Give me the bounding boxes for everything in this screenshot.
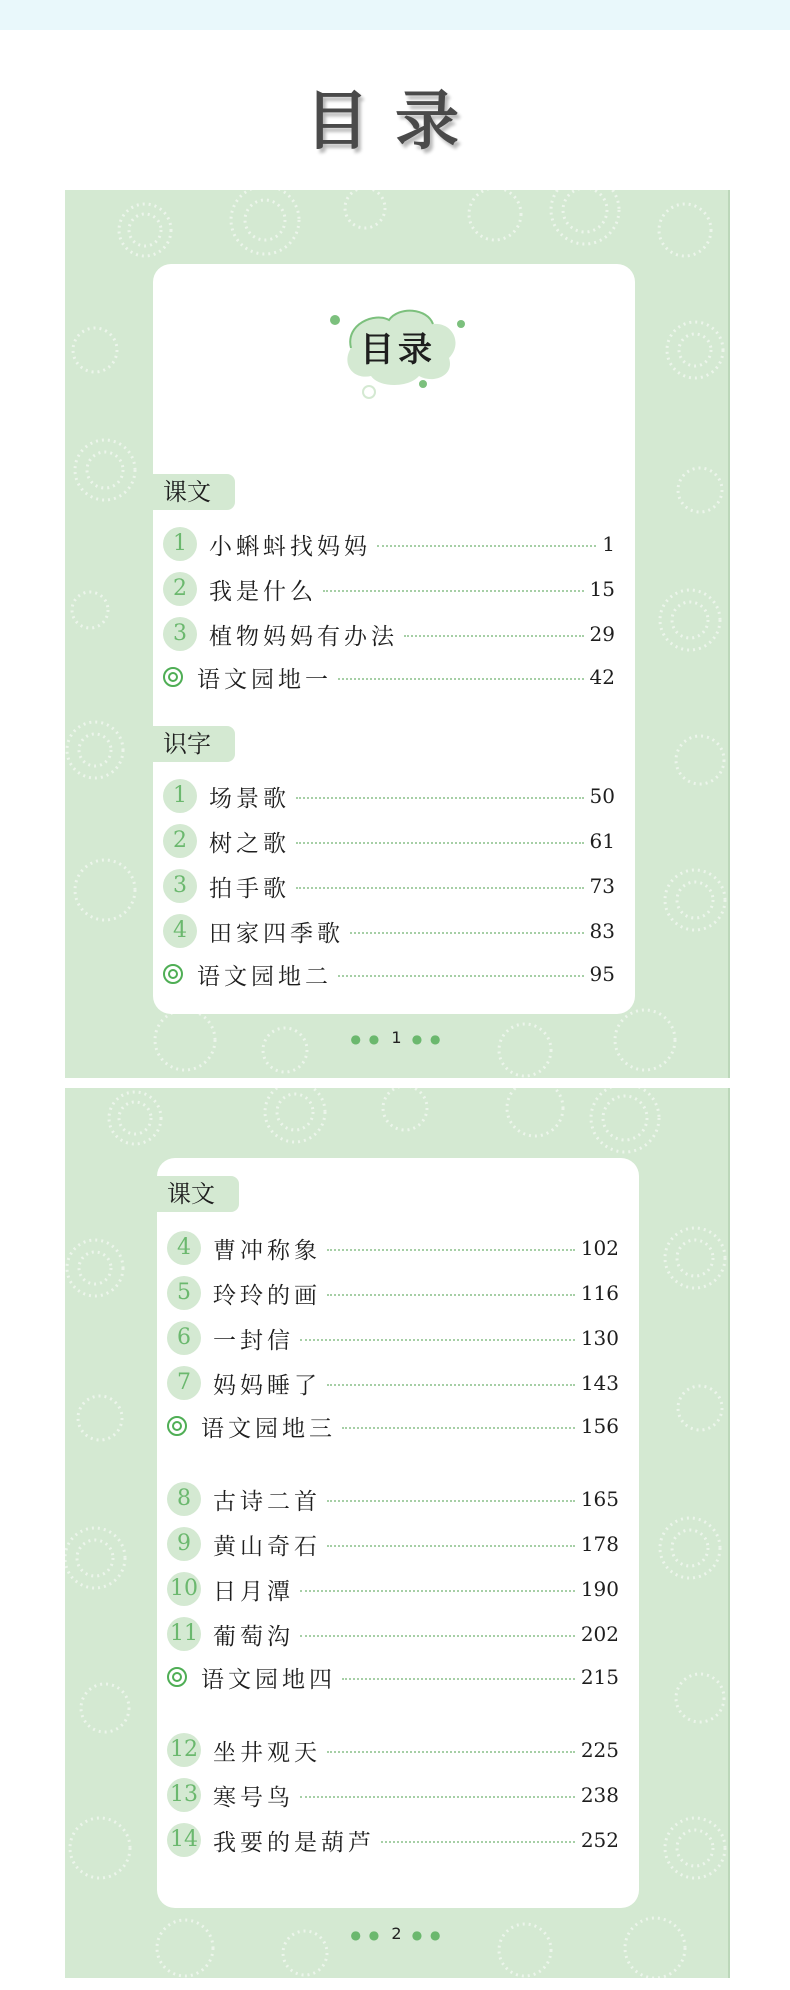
- lesson-title: 语文园地三: [201, 1415, 336, 1442]
- toc-row[interactable]: [167, 1571, 619, 1607]
- section-heading-kewen: 课文: [153, 474, 235, 510]
- dot-leader: [327, 1751, 575, 1753]
- lesson-title: 日月潭: [213, 1578, 294, 1605]
- page-number-footer: [65, 1028, 728, 1047]
- dot-leader: [342, 1678, 575, 1680]
- lesson-title: 古诗二首: [213, 1488, 321, 1515]
- lesson-title: 语文园地二: [197, 963, 332, 990]
- lesson-number: 10: [167, 1572, 201, 1606]
- section-heading-shizi: 识字: [153, 726, 235, 762]
- lesson-number: 14: [167, 1823, 201, 1857]
- lesson-title: 植物妈妈有办法: [209, 623, 398, 650]
- lesson-number: 5: [167, 1276, 201, 1310]
- toc-row-garden[interactable]: [167, 1659, 619, 1695]
- lesson-number: 9: [167, 1527, 201, 1561]
- lesson-title: 妈妈睡了: [213, 1372, 321, 1399]
- lesson-number: 4: [167, 1231, 201, 1265]
- section-heading-kewen: 课文: [157, 1176, 239, 1212]
- page-ref: 225: [580, 1738, 619, 1762]
- toc-page-1: [65, 190, 730, 1078]
- toc-row[interactable]: [163, 868, 615, 904]
- garden-icon: [167, 1667, 187, 1687]
- page-number-footer: [65, 1924, 728, 1943]
- page-ref: 202: [580, 1622, 619, 1646]
- page-ref: 165: [580, 1487, 619, 1511]
- toc-row[interactable]: [163, 526, 615, 562]
- lesson-number: 3: [163, 617, 197, 651]
- dot-leader: [327, 1500, 575, 1502]
- dot-leader: [350, 932, 584, 934]
- left-dots-icon: ● ●: [350, 1032, 382, 1046]
- toc-row-garden[interactable]: [163, 659, 615, 695]
- lesson-title: 我是什么: [209, 578, 317, 605]
- page-ref: 238: [580, 1783, 619, 1807]
- page-ref: 156: [580, 1414, 619, 1438]
- lesson-title: 语文园地四: [201, 1666, 336, 1693]
- dot-leader: [296, 842, 584, 844]
- toc-row[interactable]: [167, 1275, 619, 1311]
- right-dots-icon: ● ●: [411, 1032, 443, 1046]
- page-ref: 116: [580, 1281, 619, 1305]
- dot-leader: [300, 1339, 575, 1341]
- lesson-number: 11: [167, 1617, 201, 1651]
- toc-row[interactable]: [163, 571, 615, 607]
- toc-row[interactable]: [167, 1822, 619, 1858]
- toc-row-garden[interactable]: [163, 956, 615, 992]
- dot-leader: [300, 1590, 575, 1592]
- page-ref: 178: [580, 1532, 619, 1556]
- lesson-title: 树之歌: [209, 830, 290, 857]
- lesson-title: 曹冲称象: [213, 1237, 321, 1264]
- lesson-number: 12: [167, 1733, 201, 1767]
- dot-leader: [338, 678, 584, 680]
- page-ref: 102: [580, 1236, 619, 1260]
- dot-leader: [342, 1427, 575, 1429]
- lesson-title: 玲玲的画: [213, 1282, 321, 1309]
- lesson-number: 2: [163, 572, 197, 606]
- page-ref: 15: [589, 577, 615, 601]
- toc-row[interactable]: [167, 1320, 619, 1356]
- dot-leader: [327, 1384, 575, 1386]
- page-ref: 42: [589, 665, 615, 689]
- page-ref: 1: [602, 532, 615, 556]
- page-ref: 83: [589, 919, 615, 943]
- dot-leader: [296, 887, 584, 889]
- lesson-number: 6: [167, 1321, 201, 1355]
- dot-leader: [404, 635, 584, 637]
- page-ref: 73: [589, 874, 615, 898]
- lesson-number: 1: [163, 527, 197, 561]
- toc-row[interactable]: [163, 778, 615, 814]
- lesson-number: 7: [167, 1366, 201, 1400]
- page-ref: 95: [589, 962, 615, 986]
- lesson-title: 拍手歌: [209, 875, 290, 902]
- dot-leader: [323, 590, 584, 592]
- dot-leader: [327, 1294, 575, 1296]
- lesson-title: 黄山奇石: [213, 1533, 321, 1560]
- toc-row[interactable]: [167, 1230, 619, 1266]
- right-dots-icon: ● ●: [411, 1928, 443, 1942]
- lesson-number: 13: [167, 1778, 201, 1812]
- lesson-title: 我要的是葫芦: [213, 1829, 375, 1856]
- lesson-title: 语文园地一: [197, 666, 332, 693]
- garden-icon: [167, 1416, 187, 1436]
- page-ref: 215: [580, 1665, 619, 1689]
- toc-row-garden[interactable]: [167, 1408, 619, 1444]
- dot-leader: [327, 1545, 575, 1547]
- dot-leader: [300, 1796, 575, 1798]
- page-ref: 130: [580, 1326, 619, 1350]
- toc-badge-title: 目录: [360, 330, 436, 370]
- lesson-title: 田家四季歌: [209, 920, 344, 947]
- dot-leader: [338, 975, 584, 977]
- lesson-number: 8: [167, 1482, 201, 1516]
- dot-leader: [296, 797, 584, 799]
- dot-leader: [327, 1249, 575, 1251]
- lesson-number: 2: [163, 824, 197, 858]
- top-strip: [0, 0, 790, 30]
- dot-leader: [381, 1841, 575, 1843]
- toc-row[interactable]: [167, 1365, 619, 1401]
- toc-row[interactable]: [167, 1777, 619, 1813]
- dot-leader: [377, 545, 596, 547]
- toc-row[interactable]: [167, 1732, 619, 1768]
- toc-row[interactable]: [167, 1616, 619, 1652]
- page-ref: 29: [589, 622, 615, 646]
- toc-row[interactable]: [167, 1481, 619, 1517]
- toc-page-2: [65, 1088, 730, 1978]
- toc-card: [153, 264, 635, 1014]
- toc-card: [157, 1158, 639, 1908]
- lesson-number: 4: [163, 914, 197, 948]
- toc-row[interactable]: [163, 616, 615, 652]
- page-ref: 61: [589, 829, 615, 853]
- left-dots-icon: ● ●: [350, 1928, 382, 1942]
- page-ref: 143: [580, 1371, 619, 1395]
- page-ref: 50: [589, 784, 615, 808]
- garden-icon: [163, 964, 183, 984]
- page-number: 2: [391, 1924, 402, 1943]
- toc-row[interactable]: [163, 823, 615, 859]
- lesson-title: 坐井观天: [213, 1739, 321, 1766]
- page-ref: 190: [580, 1577, 619, 1601]
- lesson-title: 场景歌: [209, 785, 290, 812]
- page-ref: 252: [580, 1828, 619, 1852]
- lesson-title: 一封信: [213, 1327, 294, 1354]
- lesson-title: 葡萄沟: [213, 1623, 294, 1650]
- toc-row[interactable]: [163, 913, 615, 949]
- lesson-title: 寒号鸟: [213, 1784, 294, 1811]
- lesson-title: 小蝌蚪找妈妈: [209, 533, 371, 560]
- dot-leader: [300, 1635, 575, 1637]
- lesson-number: 3: [163, 869, 197, 903]
- toc-row[interactable]: [167, 1526, 619, 1562]
- page-number: 1: [391, 1028, 402, 1047]
- lesson-number: 1: [163, 779, 197, 813]
- page-title: 目录: [305, 85, 485, 159]
- garden-icon: [163, 667, 183, 687]
